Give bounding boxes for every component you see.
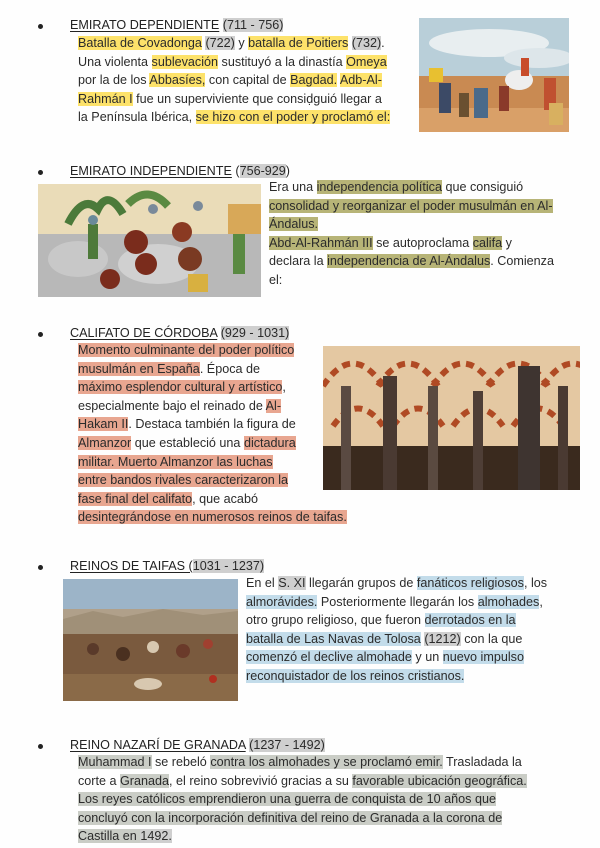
bullet-icon xyxy=(38,744,43,749)
section-title: REINO NAZARÍ DE GRANADA xyxy=(70,738,246,752)
highlighted-text: entre bandos rivales caracterizaron la xyxy=(78,473,289,488)
text-run: corte a xyxy=(78,773,120,788)
text-run: se autoproclama xyxy=(372,235,473,250)
text-line xyxy=(78,490,378,509)
section-years: (1237 - 1492) xyxy=(249,738,325,752)
highlighted-text: Castilla en xyxy=(78,829,141,844)
text-run: Posteriormente llegarán los xyxy=(317,594,478,609)
highlighted-text: militar. Muerto Almanzor las luchas xyxy=(78,454,273,469)
text-run: que estableció una xyxy=(131,435,244,450)
section-years: (711 - 756) xyxy=(222,18,284,32)
highlighted-text: Ándalus. xyxy=(269,217,319,232)
bullet-icon xyxy=(38,24,43,29)
text-line xyxy=(78,90,418,109)
text-line xyxy=(78,71,418,90)
highlighted-text: musulmán en España xyxy=(78,361,200,376)
text-run: Era una xyxy=(269,180,317,194)
highlighted-text: máximo esplendor cultural y artístico xyxy=(78,380,283,395)
section-body xyxy=(246,574,576,686)
text-run: por la de los xyxy=(78,73,150,88)
text-line xyxy=(78,34,418,53)
text-line xyxy=(246,648,576,667)
text-run: , xyxy=(282,380,286,395)
highlighted-text: favorable ubicación geográfica. xyxy=(352,773,527,788)
text-run: se rebeló xyxy=(151,755,211,769)
highlighted-text: consolidad y reorganizar el poder musulmán en Al- xyxy=(269,198,553,213)
text-run: Trasladada la xyxy=(442,755,522,769)
highlighted-text: Abbasíes, xyxy=(149,73,206,88)
section-heading xyxy=(70,16,283,34)
highlighted-text: independencia política xyxy=(316,180,442,194)
highlighted-text: Momento culminante del poder político xyxy=(78,343,295,357)
highlighted-text: derrotados en la xyxy=(424,613,516,628)
section-heading xyxy=(70,736,325,754)
text-line xyxy=(78,772,578,791)
highlighted-text: almohades xyxy=(477,594,540,609)
highlighted-text: sublevación xyxy=(151,54,219,69)
mezquita-cordoba-image xyxy=(323,346,580,490)
highlighted-text: contra los almohades y se proclamó emir. xyxy=(210,755,443,769)
las-navas-de-tolosa-image xyxy=(63,579,238,701)
highlighted-text: 1492. xyxy=(140,829,172,844)
highlighted-text: batalla de Poitiers xyxy=(248,36,349,50)
highlighted-text: califa xyxy=(472,235,503,250)
highlighted-text: Bagdad. xyxy=(290,73,338,88)
text-run: que consiguió xyxy=(441,180,524,194)
highlighted-text: batalla de Las Navas de Tolosa xyxy=(246,631,421,646)
highlighted-text: concluyó con la incorporación definitiva del reino de Granada a la corona de xyxy=(78,810,503,825)
highlighted-text: (722) xyxy=(205,36,235,50)
text-run: con capital de xyxy=(205,73,291,88)
section-years: (929 - 1031) xyxy=(220,326,290,340)
section-title: CALIFATO DE CÓRDOBA xyxy=(70,326,218,340)
highlighted-text: S. XI xyxy=(278,576,306,590)
text-line xyxy=(269,271,579,290)
text-run: otro grupo religioso, que fueron xyxy=(246,613,425,628)
highlighted-text: Granada xyxy=(120,773,170,788)
text-line xyxy=(246,574,576,593)
text-run: , xyxy=(539,594,543,609)
text-run: fue un superviviente que consiḍguió llegar a xyxy=(132,91,382,106)
section-body xyxy=(78,34,418,127)
highlighted-text: Batalla de Covadonga xyxy=(78,36,202,50)
text-run: . xyxy=(381,36,385,50)
highlighted-text: (1212) xyxy=(424,631,461,646)
text-line xyxy=(78,753,578,772)
text-run: Una violenta xyxy=(78,54,152,69)
text-run: y xyxy=(502,235,512,250)
section-heading xyxy=(70,324,289,342)
text-run: la Península Ibérica, xyxy=(78,110,196,125)
highlighted-text: Al- xyxy=(265,398,282,413)
highlighted-text: Hakam II xyxy=(78,417,129,432)
paren-close: ) xyxy=(285,164,290,178)
text-run: , que acabó xyxy=(192,491,258,506)
text-line xyxy=(269,215,579,234)
highlighted-text: independencia de Al-Ándalus xyxy=(327,254,491,269)
text-line xyxy=(78,809,578,828)
section-body xyxy=(78,753,578,846)
highlighted-text: Los reyes católicos emprendieron una guerra de conquista de 10 años que xyxy=(78,792,496,807)
highlighted-text: se hizo con el poder y proclamó el: xyxy=(195,110,391,125)
highlighted-text: dictadura xyxy=(243,435,296,450)
section-body xyxy=(269,178,579,290)
text-line xyxy=(269,178,579,197)
text-run: En el xyxy=(246,576,279,590)
text-line xyxy=(246,593,576,612)
text-line xyxy=(78,53,418,72)
bullet-icon xyxy=(38,332,43,337)
text-line xyxy=(269,252,579,271)
text-run: . Época de xyxy=(199,361,261,376)
section-title: EMIRATO DEPENDIENTE xyxy=(70,18,220,32)
battle-painting-image xyxy=(419,18,569,132)
section-title: EMIRATO INDEPENDIENTE xyxy=(70,164,232,178)
text-run: . Destaca también la figura de xyxy=(128,417,296,432)
highlighted-text: Muhammad I xyxy=(78,755,152,769)
text-run: , el reino sobrevivió gracias a su xyxy=(169,773,353,788)
highlighted-text: Rahmán I xyxy=(78,91,133,106)
text-run: sustituyó a la dinastía xyxy=(218,54,347,69)
highlighted-text: (732) xyxy=(351,36,382,50)
text-run: llegarán grupos de xyxy=(305,576,417,590)
highlighted-text: nuevo impulso xyxy=(442,650,524,665)
moorish-cavalry-image xyxy=(38,184,261,297)
text-line xyxy=(269,197,579,216)
highlighted-text: almorávides. xyxy=(246,594,318,609)
section-heading xyxy=(70,557,264,575)
text-line xyxy=(78,508,378,527)
text-line xyxy=(78,108,418,127)
text-run: especialmente bajo el reinado de xyxy=(78,398,266,413)
paren-open: ( xyxy=(235,164,240,178)
text-run: . Comienza xyxy=(490,254,554,269)
text-line xyxy=(269,234,579,253)
text-line xyxy=(246,611,576,630)
highlighted-text: comenzó el declive almohade xyxy=(246,650,412,665)
highlighted-text: Omeya xyxy=(346,54,387,69)
highlighted-text: Adb-Al- xyxy=(339,73,382,88)
section-title: REINOS DE TAIFAS ( xyxy=(70,559,193,573)
text-line xyxy=(78,827,578,846)
section-years: 756-929 xyxy=(239,164,286,178)
highlighted-text: Almanzor xyxy=(78,435,132,450)
text-line xyxy=(246,667,576,686)
text-run: el: xyxy=(269,272,283,287)
highlighted-text: fase final del califato xyxy=(78,491,193,506)
text-run: con la que xyxy=(460,631,523,646)
highlighted-text: desintegrándose en numerosos reinos de taifas. xyxy=(78,510,347,525)
highlighted-text: reconquistador de los reinos cristianos. xyxy=(246,668,465,683)
highlighted-text: Abd-Al-Rahmán III xyxy=(269,235,373,250)
text-run: y un xyxy=(411,650,443,665)
text-run: y xyxy=(234,36,249,50)
text-line xyxy=(78,790,578,809)
text-run: , los xyxy=(523,576,548,590)
bullet-icon xyxy=(38,565,43,570)
bullet-icon xyxy=(38,170,43,175)
section-heading xyxy=(70,162,290,180)
section-years: 1031 - 1237) xyxy=(192,559,265,573)
highlighted-text: fanáticos religiosos xyxy=(416,576,524,590)
text-run: declara la xyxy=(269,254,328,269)
text-line xyxy=(246,630,576,649)
